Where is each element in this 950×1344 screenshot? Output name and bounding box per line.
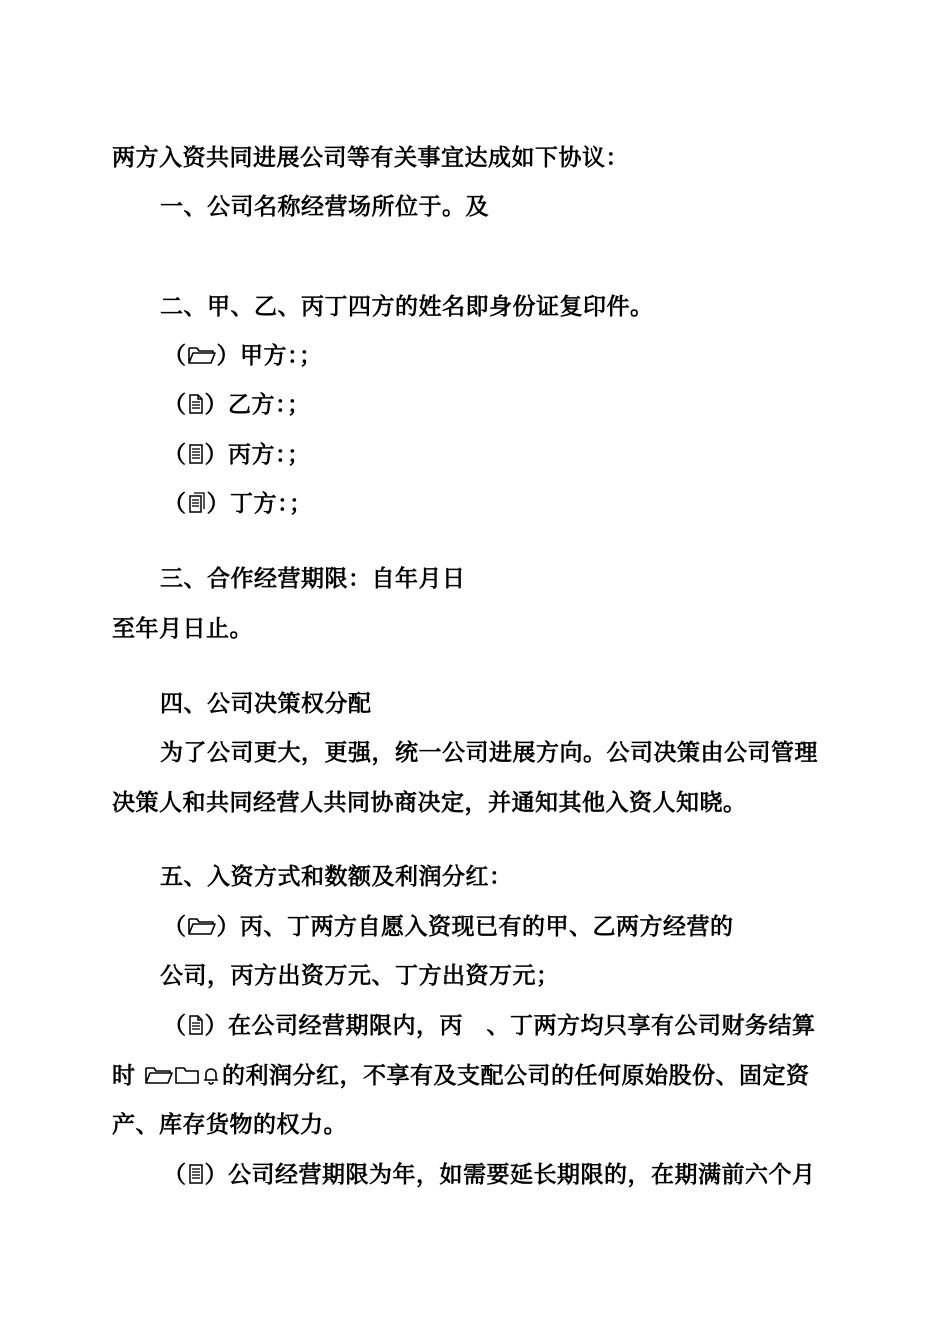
folder-open-icon <box>187 344 217 374</box>
item-3-text: ）公司经营期限为年，如需要延长期限的，在期满前六个月 <box>204 1162 816 1188</box>
party-c-label: ）丙方：； <box>204 442 311 468</box>
intro-line: 两方入资共同进展公司等有关事宜达成如下协议： <box>112 145 629 171</box>
paren-open: （ <box>163 343 187 369</box>
section-5-item-1-cont: 公司，丙方出资万元、丁方出资万元； <box>160 963 560 989</box>
party-c-line <box>163 440 311 473</box>
section-1: 一、公司名称经营场所位于。及 <box>160 194 489 220</box>
folder-open-icon <box>144 1064 174 1094</box>
section-5-item-3 <box>163 1160 816 1193</box>
section-2: 二、甲、乙、丙丁四方的姓名即身份证复印件。 <box>160 294 654 320</box>
party-a-label: ）甲方：； <box>216 343 323 369</box>
party-b-label: ）乙方：； <box>204 392 311 418</box>
section-3-line-1: 三、合作经营期限：自年月日 <box>160 566 466 592</box>
party-b-line <box>163 390 311 423</box>
folder-open-icon <box>187 915 217 945</box>
item-2-line-2-end: 的利润分红，不享有及支配公司的任何原始股份、固定资 <box>222 1063 810 1089</box>
item-2-line-2-start: 时 <box>112 1063 136 1089</box>
document-icon <box>187 1014 205 1044</box>
folder-icon <box>174 1064 200 1094</box>
party-d-label: ）丁方：； <box>206 491 313 517</box>
item-2-text: ）在公司经营期限内，丙 、丁两方均只享有公司财务结算 <box>204 1013 816 1039</box>
section-4-para-line-1: 为了公司更大，更强，统一公司进展方向。公司决策由公司管理 <box>160 740 818 766</box>
section-5-item-2-line-3: 产、库存货物的权力。 <box>112 1112 347 1138</box>
paren-open: （ <box>163 1162 187 1188</box>
document-icon <box>187 393 205 423</box>
section-5-title: 五、入资方式和数额及利润分红： <box>160 864 513 890</box>
party-d-line <box>163 489 313 522</box>
section-4-para-line-2: 决策人和共同经营人共同协商决定，并通知其他入资人知晓。 <box>112 790 747 816</box>
paren-open: （ <box>163 914 187 940</box>
document-lines-icon <box>187 1163 205 1193</box>
party-a-line <box>163 341 323 374</box>
section-5-item-2 <box>163 1011 816 1044</box>
item-1-text: ）丙、丁两方自愿入资现已有的甲、乙两方经营的 <box>216 914 734 940</box>
document-lines-icon <box>187 443 205 473</box>
section-3-line-2: 至年月日止。 <box>112 616 253 642</box>
section-4-title: 四、公司决策权分配 <box>160 691 372 717</box>
paren-open: （ <box>163 1013 187 1039</box>
paren-open: （ <box>163 442 187 468</box>
paren-open: （ <box>163 392 187 418</box>
bell-icon <box>200 1064 222 1094</box>
paren-open: （ <box>163 491 187 517</box>
documents-stack-icon <box>187 492 207 522</box>
section-5-item-2-line-2 <box>112 1061 810 1094</box>
section-5-item-1 <box>163 912 734 945</box>
